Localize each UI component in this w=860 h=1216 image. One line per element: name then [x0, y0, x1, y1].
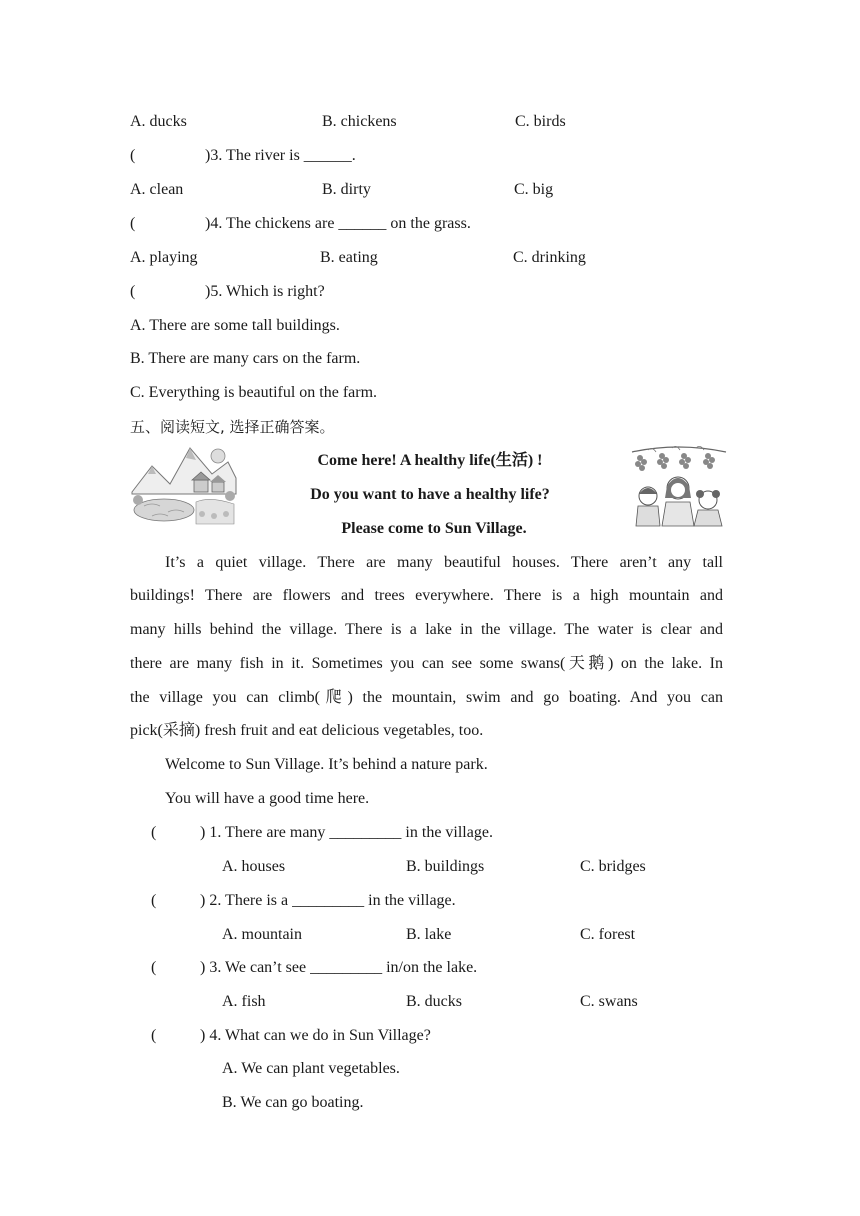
question-stem: ) 3. We can’t see _________ in/on the lake. [200, 959, 478, 976]
option-b: B. lake [406, 926, 452, 943]
question-stem: )3. The river is ______. [205, 147, 356, 164]
answer-paren: ( [130, 215, 136, 232]
passage-line: there are many fish in it. Sometimes you can see some swans(天鹅) on the lake. In [130, 655, 723, 672]
passage-line: Welcome to Sun Village. It’s behind a nature park. [165, 756, 488, 773]
option-c: C. bridges [580, 858, 646, 875]
passage-subtitle: Do you want to have a healthy life? [310, 486, 550, 503]
passage-line: buildings! There are flowers and trees everywhere. There is a high mountain and [130, 587, 723, 604]
passage-line: many hills behind the village. There is a lake in the village. The water is clear and [130, 621, 723, 638]
answer-paren: ( [130, 147, 136, 164]
answer-paren: ( [151, 959, 157, 976]
option-c: C. big [514, 181, 554, 198]
answer-paren: ( [151, 1027, 157, 1044]
option-c: C. Everything is beautiful on the farm. [130, 384, 378, 401]
question-stem: ) 2. There is a _________ in the village. [200, 892, 456, 909]
children-grapes-illustration [628, 442, 730, 528]
option-c: C. birds [515, 113, 566, 130]
section-heading: 五、阅读短文, 选择正确答案。 [130, 418, 335, 436]
option-a: A. We can plant vegetables. [222, 1060, 400, 1077]
answer-paren: ( [151, 892, 157, 909]
passage-line: You will have a good time here. [165, 790, 370, 807]
option-b: B. chickens [322, 113, 397, 130]
passage-line: pick(采摘) fresh fruit and eat delicious vegetables, too. [130, 722, 484, 739]
passage-title: Come here! A healthy life(生活) ! [317, 452, 543, 469]
option-a: A. There are some tall buildings. [130, 317, 340, 334]
option-c: C. forest [580, 926, 636, 943]
option-c: C. drinking [513, 249, 586, 266]
option-b: B. dirty [322, 181, 371, 198]
option-a: A. mountain [222, 926, 302, 943]
option-a: A. houses [222, 858, 286, 875]
question-stem: ) 1. There are many _________ in the village. [200, 824, 493, 841]
option-a: A. ducks [130, 113, 187, 130]
option-a: A. clean [130, 181, 184, 198]
option-b: B. eating [320, 249, 378, 266]
option-b: B. buildings [406, 858, 485, 875]
option-b: B. ducks [406, 993, 462, 1010]
passage-line: the village you can climb(爬) the mountain, swim and go boating. And you can [130, 689, 723, 706]
question-stem: ) 4. What can we do in Sun Village? [200, 1027, 431, 1044]
option-c: C. swans [580, 993, 638, 1010]
question-stem: )5. Which is right? [205, 283, 325, 300]
option-b: B. There are many cars on the farm. [130, 350, 361, 367]
passage-subtitle: Please come to Sun Village. [341, 520, 527, 537]
answer-paren: ( [130, 283, 136, 300]
passage-line: It’s a quiet village. There are many beautiful houses. There aren’t any tall [165, 554, 723, 571]
option-a: A. playing [130, 249, 198, 266]
question-stem: )4. The chickens are ______ on the grass. [205, 215, 471, 232]
option-b: B. We can go boating. [222, 1094, 364, 1111]
answer-paren: ( [151, 824, 157, 841]
option-a: A. fish [222, 993, 266, 1010]
